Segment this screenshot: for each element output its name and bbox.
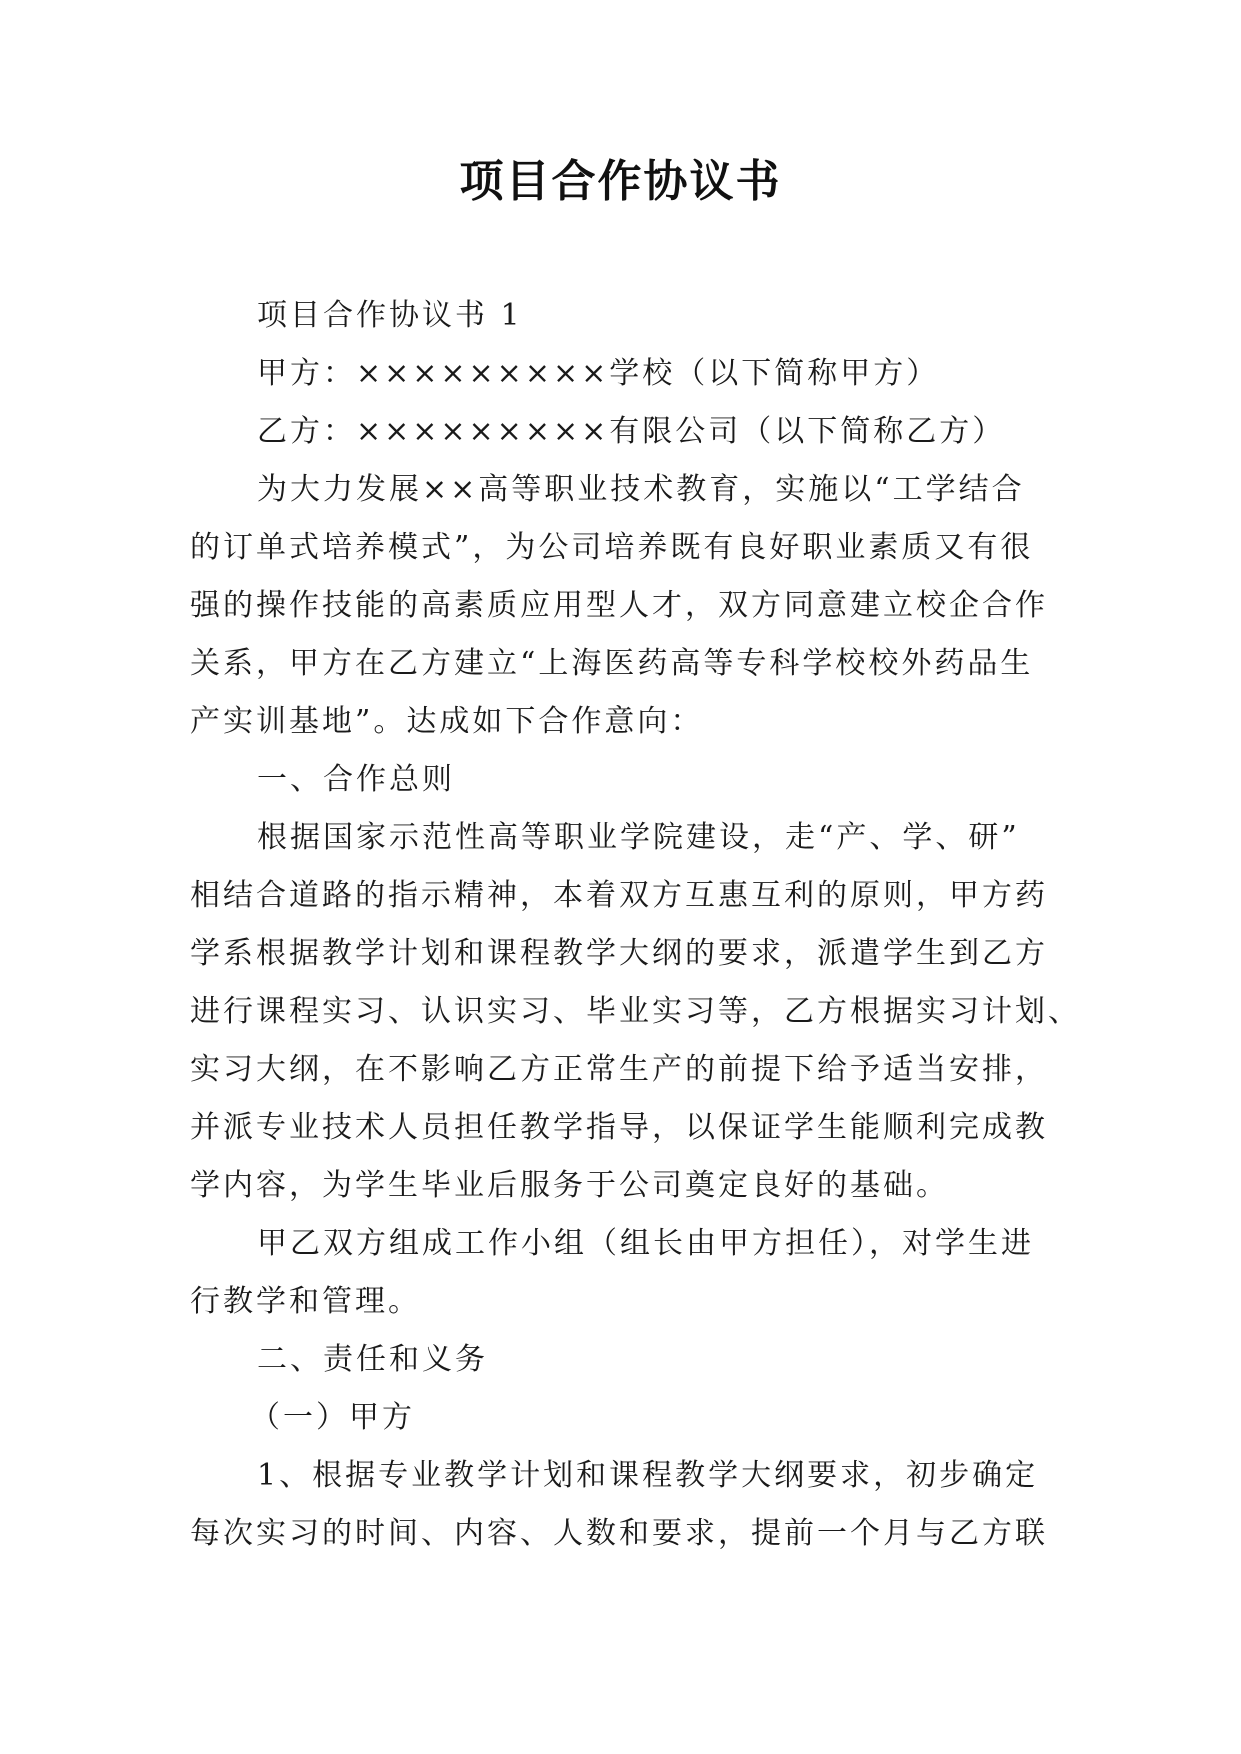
paragraph-line: 为大力发展××高等职业技术教育，实施以“工学结合 [257, 472, 1025, 507]
paragraph-line: 产实训基地”。达成如下合作意向： [190, 704, 704, 739]
section-heading-responsibilities: 二、责任和义务 [257, 1342, 488, 1377]
party-b-line: 乙方：×××××××××有限公司（以下简称乙方） [257, 414, 1006, 449]
paragraph-line: 学内容，为学生毕业后服务于公司奠定良好的基础。 [190, 1168, 949, 1203]
paragraph-line: 实习大纲，在不影响乙方正常生产的前提下给予适当安排， [190, 1052, 1048, 1087]
paragraph-line: 甲乙双方组成工作小组（组长由甲方担任），对学生进 [257, 1226, 1034, 1261]
paragraph-line: 根据国家示范性高等职业学院建设，走“产、学、研” [257, 820, 1020, 855]
section-heading-general-principles: 一、合作总则 [257, 762, 455, 797]
paragraph-line: 并派专业技术人员担任教学指导，以保证学生能顺利完成教 [190, 1110, 1048, 1145]
document-body [190, 287, 1081, 1563]
paragraph-line: 进行课程实习、认识实习、毕业实习等，乙方根据实习计划、 [190, 994, 1081, 1029]
paragraph-line: 1、根据专业教学计划和课程教学大纲要求，初步确定 [257, 1458, 1039, 1493]
paragraph-line: 关系，甲方在乙方建立“上海医药高等专科学校校外药品生 [190, 646, 1034, 681]
paragraph-line: 的订单式培养模式”，为公司培养既有良好职业素质又有很 [190, 530, 1034, 565]
paragraph-line: 学系根据教学计划和课程教学大纲的要求，派遣学生到乙方 [190, 936, 1048, 971]
paragraph-line: 每次实习的时间、内容、人数和要求，提前一个月与乙方联 [190, 1516, 1048, 1551]
paragraph-line: 相结合道路的指示精神，本着双方互惠互利的原则，甲方药 [190, 878, 1048, 913]
paragraph-line: 强的操作技能的高素质应用型人才，双方同意建立校企合作 [190, 588, 1048, 623]
paragraph-line: 行教学和管理。 [190, 1284, 421, 1319]
paragraph-line-heading-number: 项目合作协议书 1 [257, 298, 523, 333]
party-a-line: 甲方：×××××××××学校（以下简称甲方） [257, 356, 940, 391]
subsection-heading-party-a: （一）甲方 [250, 1400, 415, 1435]
document-title: 项目合作协议书 [459, 156, 782, 207]
